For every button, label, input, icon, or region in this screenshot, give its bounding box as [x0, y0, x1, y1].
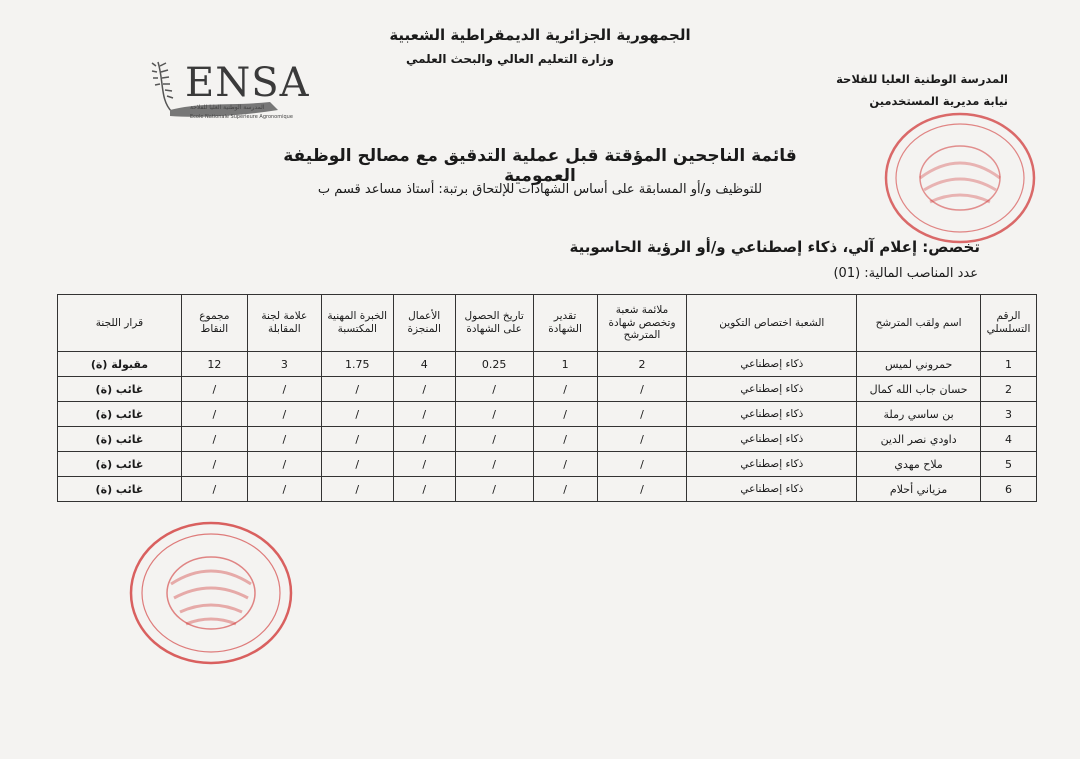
cell-serial: 1 — [981, 352, 1037, 377]
specialty-line: تخصص: إعلام آلي، ذكاء إصطناعي و/أو الرؤية الحاسوبية — [569, 238, 980, 256]
cell-experience: / — [321, 402, 393, 427]
cell-total: 12 — [181, 352, 247, 377]
col-interview: علامة لجنة المقابلة — [247, 295, 321, 352]
table-row — [58, 352, 1037, 377]
school-name: المدرسة الوطنية العليا للفلاحة — [836, 72, 1008, 86]
cell-interview: / — [247, 452, 321, 477]
cell-experience: / — [321, 452, 393, 477]
cell-fit: 2 — [597, 352, 687, 377]
cell-branch: ذكاء إصطناعي — [687, 477, 857, 502]
cell-interview: / — [247, 427, 321, 452]
document-title: قائمة الناجحين المؤقتة قبل عملية التدقيق مع مصالح الوظيفة العمومية — [283, 146, 797, 186]
cell-date: / — [455, 427, 533, 452]
cell-grade: / — [533, 402, 597, 427]
cell-serial: 4 — [981, 427, 1037, 452]
cell-total: / — [181, 402, 247, 427]
col-date: تاريخ الحصول على الشهادة — [455, 295, 533, 352]
cell-name: ملاح مهدي — [857, 452, 981, 477]
col-total: مجموع النقاط — [181, 295, 247, 352]
logo-wordmark: ENSA — [185, 60, 310, 106]
cell-total: / — [181, 477, 247, 502]
cell-grade: / — [533, 452, 597, 477]
cell-branch: ذكاء إصطناعي — [687, 402, 857, 427]
table-row — [58, 402, 1037, 427]
cell-fit: / — [597, 402, 687, 427]
table-row — [58, 477, 1037, 502]
col-experience: الخبرة المهنية المكتسبة — [321, 295, 393, 352]
logo-subtitle-fr: Ecole Nationale Supérieure Agronomique — [190, 114, 293, 120]
cell-total: / — [181, 452, 247, 477]
cell-interview: / — [247, 477, 321, 502]
col-works: الأعمال المنجزة — [393, 295, 455, 352]
cell-branch: ذكاء إصطناعي — [687, 352, 857, 377]
cell-decision: مقبولة (ة) — [58, 352, 182, 377]
cell-experience: 1.75 — [321, 352, 393, 377]
cell-total: / — [181, 427, 247, 452]
cell-date: / — [455, 477, 533, 502]
cell-name: مزياني أحلام — [857, 477, 981, 502]
cell-branch: ذكاء إصطناعي — [687, 452, 857, 477]
cell-interview: / — [247, 402, 321, 427]
cell-serial: 3 — [981, 402, 1037, 427]
cell-serial: 5 — [981, 452, 1037, 477]
cell-name: حسان جاب الله كمال — [857, 377, 981, 402]
cell-name: داودي نصر الدين — [857, 427, 981, 452]
cell-date: / — [455, 377, 533, 402]
cell-experience: / — [321, 377, 393, 402]
cell-branch: ذكاء إصطناعي — [687, 377, 857, 402]
cell-fit: / — [597, 377, 687, 402]
cell-interview: 3 — [247, 352, 321, 377]
col-grade: تقدير الشهادة — [533, 295, 597, 352]
ministry-header: وزارة التعليم العالي والبحث العلمي — [405, 52, 615, 66]
cell-serial: 2 — [981, 377, 1037, 402]
cell-fit: / — [597, 427, 687, 452]
col-serial: الرقم التسلسلي — [981, 295, 1037, 352]
cell-decision: غائب (ة) — [58, 477, 182, 502]
cell-works: / — [393, 452, 455, 477]
cell-name: حمروني لميس — [857, 352, 981, 377]
official-stamp-top — [880, 108, 1040, 248]
cell-decision: غائب (ة) — [58, 402, 182, 427]
cell-fit: / — [597, 452, 687, 477]
cell-total: / — [181, 377, 247, 402]
cell-decision: غائب (ة) — [58, 452, 182, 477]
table-row — [58, 377, 1037, 402]
cell-works: 4 — [393, 352, 455, 377]
document-subtitle: للتوظيف و/أو المسابقة على أساس الشهادات للإلتحاق برتبة: أستاذ مساعد قسم ب — [317, 182, 763, 197]
cell-grade: / — [533, 427, 597, 452]
cell-works: / — [393, 427, 455, 452]
cell-works: / — [393, 377, 455, 402]
table-row — [58, 427, 1037, 452]
posts-count: عدد المناصب المالية: (01) — [833, 266, 978, 281]
cell-interview: / — [247, 377, 321, 402]
cell-branch: ذكاء إصطناعي — [687, 427, 857, 452]
col-decision: قرار اللجنة — [58, 295, 182, 352]
cell-serial: 6 — [981, 477, 1037, 502]
cell-works: / — [393, 402, 455, 427]
cell-date: / — [455, 452, 533, 477]
official-stamp-bottom — [126, 518, 296, 668]
col-name: اسم ولقب المترشح — [857, 295, 981, 352]
cell-grade: 1 — [533, 352, 597, 377]
cell-grade: / — [533, 477, 597, 502]
cell-grade: / — [533, 377, 597, 402]
results-table — [57, 294, 1037, 502]
cell-fit: / — [597, 477, 687, 502]
republic-header: الجمهورية الجزائرية الديمقراطية الشعبية — [389, 26, 691, 44]
table-row — [58, 452, 1037, 477]
cell-experience: / — [321, 427, 393, 452]
cell-date: / — [455, 402, 533, 427]
cell-experience: / — [321, 477, 393, 502]
table-header-row — [58, 295, 1037, 352]
col-branch: الشعبة اختصاص التكوين — [687, 295, 857, 352]
cell-works: / — [393, 477, 455, 502]
cell-date: 0.25 — [455, 352, 533, 377]
col-fit: ملائمة شعبة وتخصص شهادة المترشح — [597, 295, 687, 352]
directorate-name: نيابة مديرية المستخدمين — [869, 94, 1008, 108]
cell-name: بن ساسي رملة — [857, 402, 981, 427]
ensa-logo — [150, 52, 310, 124]
logo-subtitle-ar: المدرسة الوطنية العليا للفلاحة — [190, 104, 265, 111]
cell-decision: غائب (ة) — [58, 377, 182, 402]
cell-decision: غائب (ة) — [58, 427, 182, 452]
